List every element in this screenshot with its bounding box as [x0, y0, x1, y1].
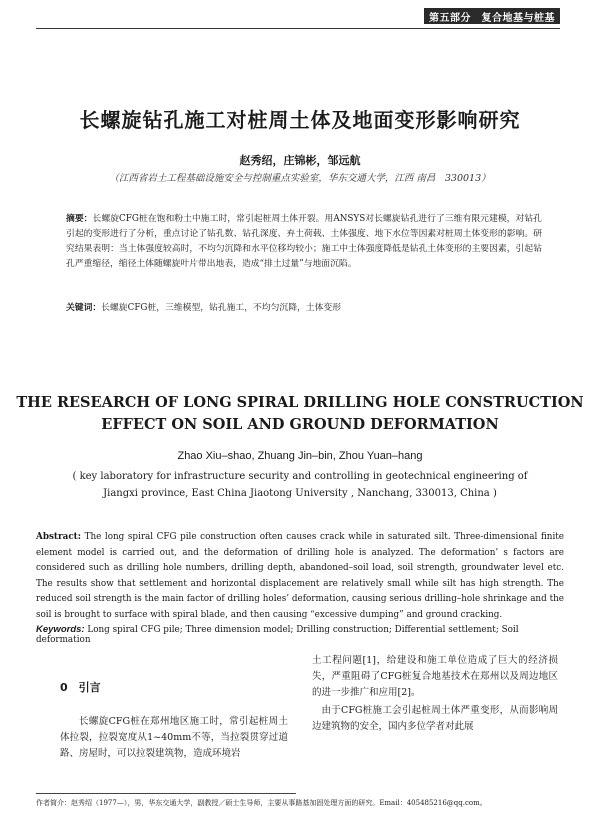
footnote-rule: [36, 793, 296, 794]
chinese-keywords-label: 关键词：: [66, 303, 102, 313]
intro-right-paragraph-2: 由于CFG桩施工会引起桩周土体严重变形，从而影响周边建筑物的安全，国内多位学者对此展: [312, 705, 558, 732]
english-authors: Zhao Xiu–shao, Zhuang Jin–bin, Zhou Yuan–hang: [177, 450, 423, 462]
chinese-keywords: [66, 300, 542, 313]
running-header-section: 第五部分 复合地基与桩基: [424, 8, 560, 24]
chinese-authors: 赵秀绍，庄锦彬，邹远航: [239, 154, 361, 167]
intro-right-column: [312, 653, 558, 735]
chinese-title: 长螺旋钻孔施工对桩周土体及地面变形影响研究: [79, 108, 521, 132]
english-title: [0, 392, 600, 436]
chinese-keywords-text: 长螺旋CFG桩，三维模型，钻孔施工，不均匀沉降，土体变形: [101, 303, 341, 313]
english-keywords-label: Keywords:: [36, 624, 85, 635]
english-keywords: [36, 624, 564, 645]
section-heading-introduction: 0 引言: [60, 681, 101, 694]
chinese-abstract: [66, 212, 542, 272]
english-abstract: [36, 530, 564, 623]
chinese-abstract-label: 摘要：: [66, 214, 93, 224]
header-rule: [36, 28, 560, 29]
english-affiliation: ( key laboratory for infrastructure security and controlling in geotechnical engineering of Jiangxi province, East China Jiaotong University , Nanchang, 330013, China ): [72, 471, 528, 499]
english-abstract-label: Abstract:: [36, 532, 81, 542]
author-footnote: 作者简介：赵秀绍（1977—），男，华东交通大学，副教授／硕士生导师，主要从事路基加固处理方面的研究。Email：405485216@qq.com。: [36, 799, 487, 807]
english-keywords-text: Long spiral CFG pile; Three dimension model; Drilling construction; Differential settlement; Soil deformation: [36, 625, 519, 645]
chinese-affiliation: （江西省岩土工程基础设施安全与控制重点实验室，华东交通大学，江西 南昌 330013）: [109, 173, 491, 184]
intro-right-paragraph-1: 土工程问题[1]，给建设和施工单位造成了巨大的经济损失，严重阻碍了CFG桩复合地基技术在郑州以及周边地区的进一步推广和应用[2]。: [312, 655, 558, 698]
intro-left-column-paragraph: 长螺旋CFG桩在郑州地区施工时，常引起桩周土体拉裂，拉裂宽度从1~40mm不等，当拉裂贯穿过道路、房屋时，可以拉裂建筑物，造成环境岩: [60, 716, 288, 759]
english-abstract-text: The long spiral CFG pile construction often causes crack while in saturated silt. Three-dimensional finite element model is carried out, and the deformation of drilling hole is analyzed. The deformation’ s factors are considered such as drilling hole numbers, drilling depth, abandoned–soil load, soil strength, groundwater level etc. The results show that settlement and horizontal displacement are relatively small while silt has high strength. The reduced soil strength is the main factor of drilling holes’ deformation, causing serious drilling–hole shrinkage and the soil is brought to surface with spiral blade, and then causing “excessive dumping” and ground cracking.: [36, 532, 565, 620]
chinese-abstract-text: 长螺旋CFG桩在饱和粉土中施工时，常引起桩周土体开裂。用ANSYS对长螺旋钻孔进行了三维有限元建模，对钻孔引起的变形进行了分析，重点讨论了钻孔数、钻孔深度、弃土荷载、土体强度、地下水位等因素对桩周土体变形的影响。研究结果表明：当土体强度较高时，不均匀沉降和水平位移均较小；施工中土体强度降低是钻孔土体变形的主要因素，引起钻孔严重缩径，缩径土体随螺旋叶片带出地表，造成“排土过量”与地面沉陷。: [66, 214, 542, 269]
english-title-line-2: EFFECT ON SOIL AND GROUND DEFORMATION: [101, 416, 499, 433]
english-title-line-1: THE RESEARCH OF LONG SPIRAL DRILLING HOLE CONSTRUCTION: [16, 394, 584, 411]
